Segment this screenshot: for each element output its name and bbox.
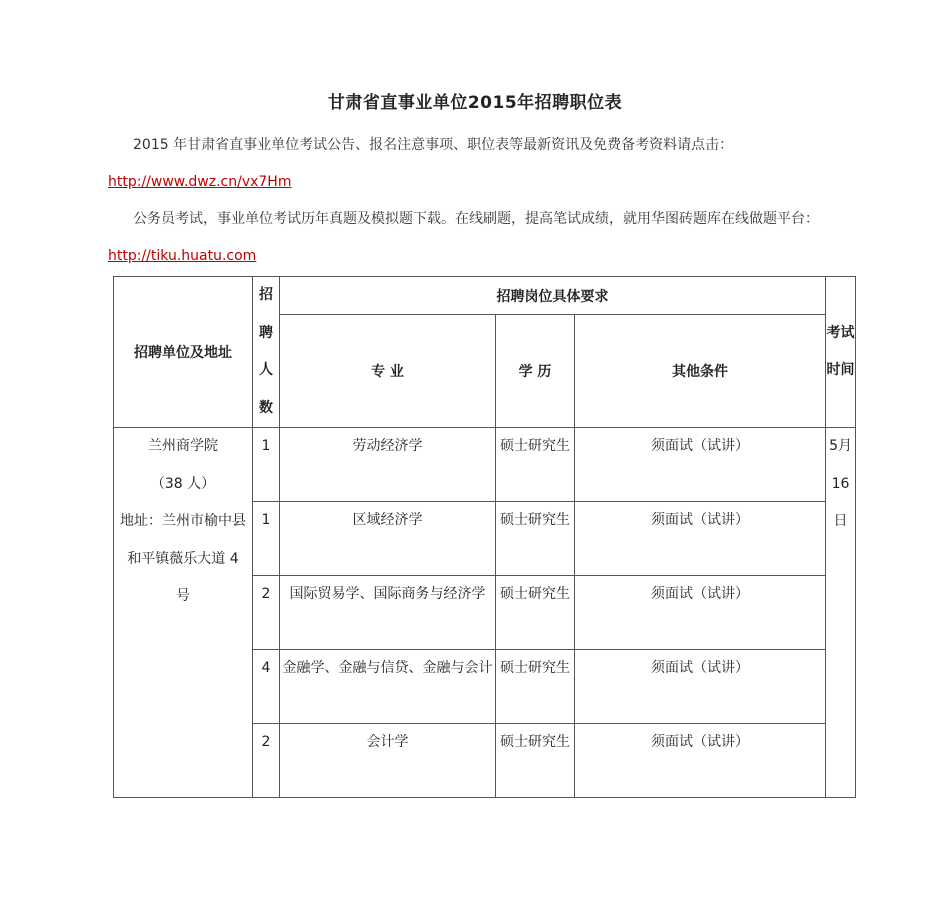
page-title: 甘肃省直事业单位2015年招聘职位表 xyxy=(327,93,623,113)
header-unit: 招聘单位及地址 xyxy=(114,277,253,428)
row-education: 硕士研究生 xyxy=(496,576,575,650)
header-major: 专 业 xyxy=(280,315,496,428)
header-exam-time: 考试时间 xyxy=(826,277,856,428)
intro-1-link[interactable]: http://www.dwz.cn/vx7Hm xyxy=(108,174,292,190)
row-other: 须面试（试讲） xyxy=(575,502,826,576)
intro-2-text: 公务员考试，事业单位考试历年真题及模拟题下载。在线刷题，提高笔试成绩，就用华图砖题库在线做题平台： xyxy=(133,211,819,227)
unit-cell xyxy=(114,428,253,798)
unit-quota: （38 人） xyxy=(150,475,216,492)
row-education: 硕士研究生 xyxy=(496,724,575,798)
header-education: 学 历 xyxy=(496,315,575,428)
row-other: 须面试（试讲） xyxy=(575,724,826,798)
header-count: 招聘人数 xyxy=(253,277,280,428)
intro-paragraph-2 xyxy=(108,201,850,275)
table-row xyxy=(114,428,856,502)
unit-address: 地址：兰州市榆中县和平镇薇乐大道 4 号 xyxy=(120,513,246,604)
row-other: 须面试（试讲） xyxy=(575,576,826,650)
row-count: 2 xyxy=(253,576,280,650)
intro-paragraph-1 xyxy=(108,127,850,201)
exam-date: 5月16日 xyxy=(826,428,856,798)
row-major: 会计学 xyxy=(280,724,496,798)
job-table xyxy=(113,276,856,798)
row-count: 4 xyxy=(253,650,280,724)
intro-1-text: 2015 年甘肃省直事业单位考试公告、报名注意事项、职位表等最新资讯及免费备考资料请点击： xyxy=(133,137,734,153)
header-requirements: 招聘岗位具体要求 xyxy=(280,277,826,315)
row-other: 须面试（试讲） xyxy=(575,428,826,502)
row-other: 须面试（试讲） xyxy=(575,650,826,724)
row-major: 劳动经济学 xyxy=(280,428,496,502)
row-count: 1 xyxy=(253,428,280,502)
row-count: 1 xyxy=(253,502,280,576)
unit-name: 兰州商学院 xyxy=(148,438,218,454)
row-education: 硕士研究生 xyxy=(496,502,575,576)
row-education: 硕士研究生 xyxy=(496,428,575,502)
header-other: 其他条件 xyxy=(575,315,826,428)
row-count: 2 xyxy=(253,724,280,798)
row-major: 金融学、金融与信贷、金融与会计 xyxy=(280,650,496,724)
intro-2-link[interactable]: http://tiku.huatu.com xyxy=(108,248,257,264)
row-major: 国际贸易学、国际商务与经济学 xyxy=(280,576,496,650)
row-major: 区域经济学 xyxy=(280,502,496,576)
row-education: 硕士研究生 xyxy=(496,650,575,724)
